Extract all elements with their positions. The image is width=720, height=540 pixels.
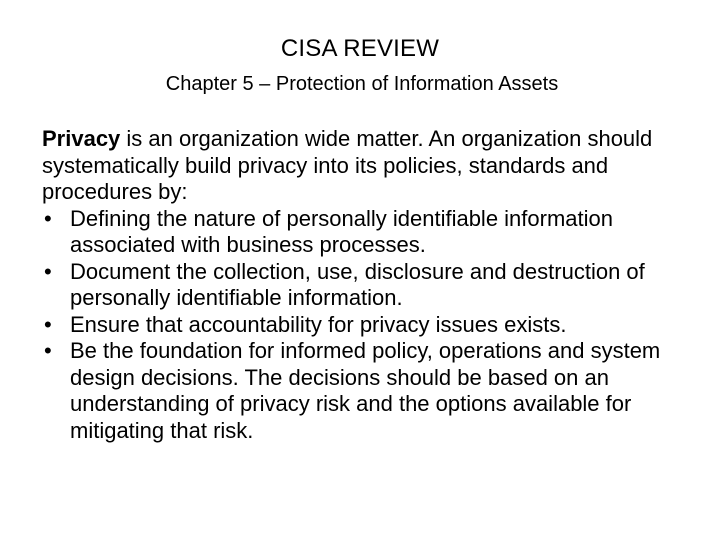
bullet-item [42,206,702,259]
bullet-text: Defining the nature of personally identifiable information associated with business processes. [70,205,613,257]
slide-subtitle: Chapter 5 – Protection of Information Assets [165,73,559,95]
bullet-icon: • [44,205,52,231]
intro-text: is an organization wide matter. An organization should systematically build privacy into its policies, standards and procedures by: [42,126,653,204]
bullet-item [42,259,702,312]
bullet-item [42,338,702,444]
bullet-item [42,312,702,339]
bullet-icon: • [44,258,52,284]
bullet-icon: • [44,338,52,363]
intro-bold-term: Privacy [42,126,121,151]
bullet-list [42,206,702,445]
bullet-icon: • [44,311,52,337]
slide-body [42,126,702,444]
bullet-text: Document the collection, use, disclosure and destruction of personally identifiable information. [70,258,645,310]
intro-paragraph [42,126,702,206]
slide-title: CISA REVIEW [280,35,440,62]
bullet-text: Ensure that accountability for privacy issues exists. [70,311,567,337]
bullet-text: Be the foundation for informed policy, operations and system design decisions. The decisions should be based on an understanding of privacy risk and the options available for mitigating that risk. [70,338,661,443]
title-area [0,32,720,98]
